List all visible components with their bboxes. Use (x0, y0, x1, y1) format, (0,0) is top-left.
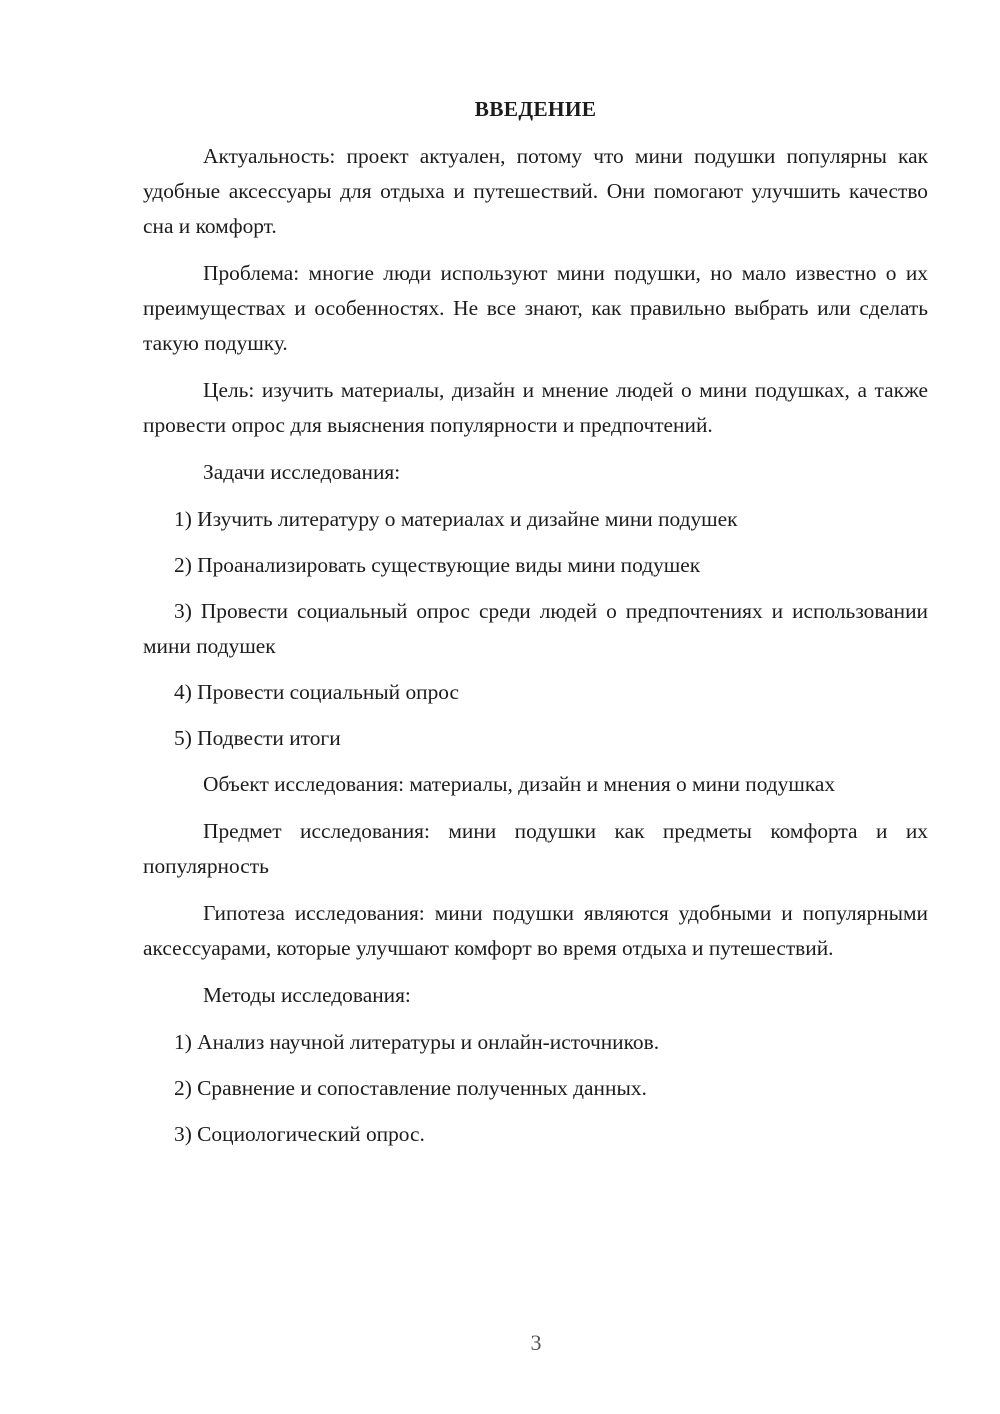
task-item-1: 1) Изучить литературу о материалах и дизайне мини подушек (174, 507, 738, 531)
page-number: 3 (530, 1330, 542, 1355)
task-item-3: 3) Провести социальный опрос среди людей о предпочтениях и использовании мини подушек (143, 599, 928, 658)
goal-paragraph: Цель: изучить материалы, дизайн и мнение людей о мини подушках, а также провести опрос для выяснения популярности и предпочтений. (143, 378, 928, 437)
method-item-2: 2) Сравнение и сопоставление полученных данных. (174, 1076, 647, 1100)
problem-paragraph: Проблема: многие люди используют мини подушки, но мало известно о их преимуществах и особенностях. Не все знают, как правильно выбрать или сделать такую подушку. (143, 261, 928, 355)
task-item-2: 2) Проанализировать существующие виды мини подушек (174, 553, 701, 577)
task-item-4: 4) Провести социальный опрос (174, 680, 460, 704)
methods-title: Методы исследования: (203, 983, 411, 1007)
relevance-paragraph: Актуальность: проект актуален, потому что мини подушки популярны как удобные аксессуары для отдыха и путешествий. Они помогают улучшить качество сна и комфорт. (143, 144, 928, 238)
object-paragraph: Объект исследования: материалы, дизайн и мнения о мини подушках (203, 772, 836, 796)
section-heading: ВВЕДЕНИЕ (474, 97, 597, 121)
task-item-5: 5) Подвести итоги (174, 726, 341, 750)
tasks-title: Задачи исследования: (203, 460, 401, 484)
method-item-3: 3) Социологический опрос. (174, 1122, 425, 1146)
method-item-1: 1) Анализ научной литературы и онлайн-источников. (174, 1030, 660, 1054)
subject-paragraph: Предмет исследования: мини подушки как предметы комфорта и их популярность (143, 819, 928, 878)
document-page (143, 92, 928, 1163)
hypothesis-paragraph: Гипотеза исследования: мини подушки являются удобными и популярными аксессуарами, которые улучшают комфорт во время отдыха и путешествий. (143, 901, 928, 960)
